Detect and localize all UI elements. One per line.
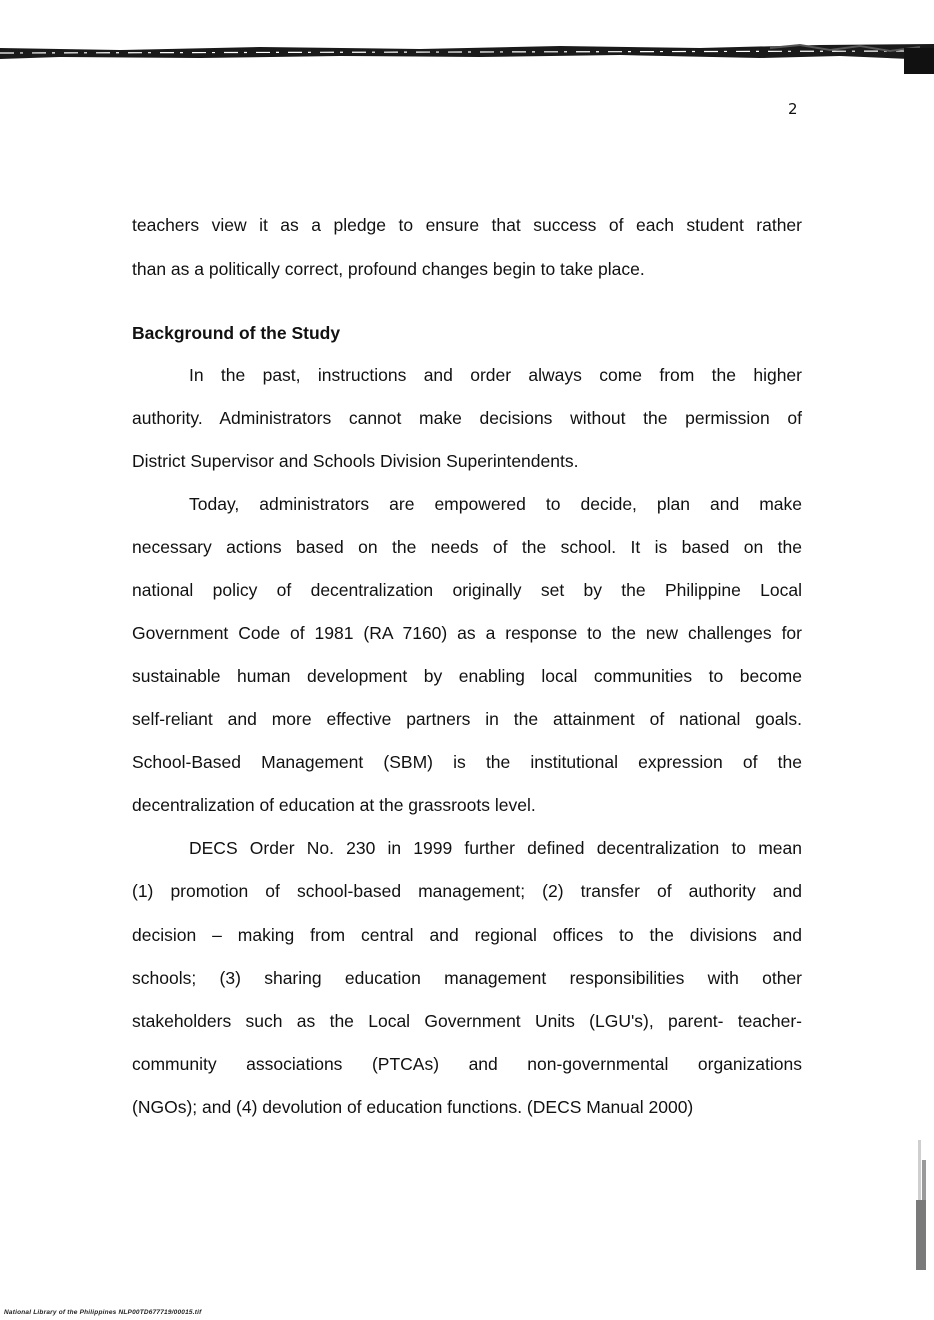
paragraph-line: schools; (3) sharing education management responsibilities with other [132, 968, 802, 988]
paragraph-line: Government Code of 1981 (RA 7160) as a response to the new challenges for [132, 623, 802, 643]
paragraph-line: decentralization of education at the grassroots level. [132, 795, 536, 815]
section-heading: Background of the Study [132, 323, 341, 343]
intro-line: teachers view it as a pledge to ensure that success of each student rather [132, 215, 802, 235]
paragraph-line: stakeholders such as the Local Government Units (LGU's), parent- teacher- [132, 1011, 802, 1031]
paragraph-line: decision – making from central and regional offices to the divisions and [132, 925, 802, 945]
paragraph-line: sustainable human development by enabling local communities to become [132, 666, 802, 686]
paragraph-line: Today, administrators are empowered to decide, plan and make [189, 494, 802, 514]
paragraph-line: In the past, instructions and order always come from the higher [189, 365, 802, 385]
paragraph-line: necessary actions based on the needs of the school. It is based on the [132, 537, 802, 557]
paragraph-line: District Supervisor and Schools Division Superintendents. [132, 451, 579, 471]
scan-corner-artifact [904, 48, 934, 74]
page-number: 2 [788, 100, 798, 118]
paragraph-line: School-Based Management (SBM) is the institutional expression of the [132, 752, 802, 772]
scan-edge-artifact [0, 42, 934, 66]
scan-footer-text: National Library of the Philippines NLP00TD677719/00015.tif [4, 1309, 202, 1316]
paragraph-line: national policy of decentralization originally set by the Philippine Local [132, 580, 802, 600]
intro-line: than as a politically correct, profound changes begin to take place. [132, 259, 645, 279]
paragraph-line: authority. Administrators cannot make decisions without the permission of [132, 408, 802, 428]
paragraph-line: self-reliant and more effective partners in the attainment of national goals. [132, 709, 802, 729]
scan-side-artifact [910, 1140, 930, 1270]
paragraph-line: (NGOs); and (4) devolution of education functions. (DECS Manual 2000) [132, 1097, 694, 1117]
paragraph-line: DECS Order No. 230 in 1999 further defined decentralization to mean [189, 838, 802, 858]
paragraph-line: (1) promotion of school-based management; (2) transfer of authority and [132, 881, 802, 901]
paragraph-line: community associations (PTCAs) and non-governmental organizations [132, 1054, 802, 1074]
